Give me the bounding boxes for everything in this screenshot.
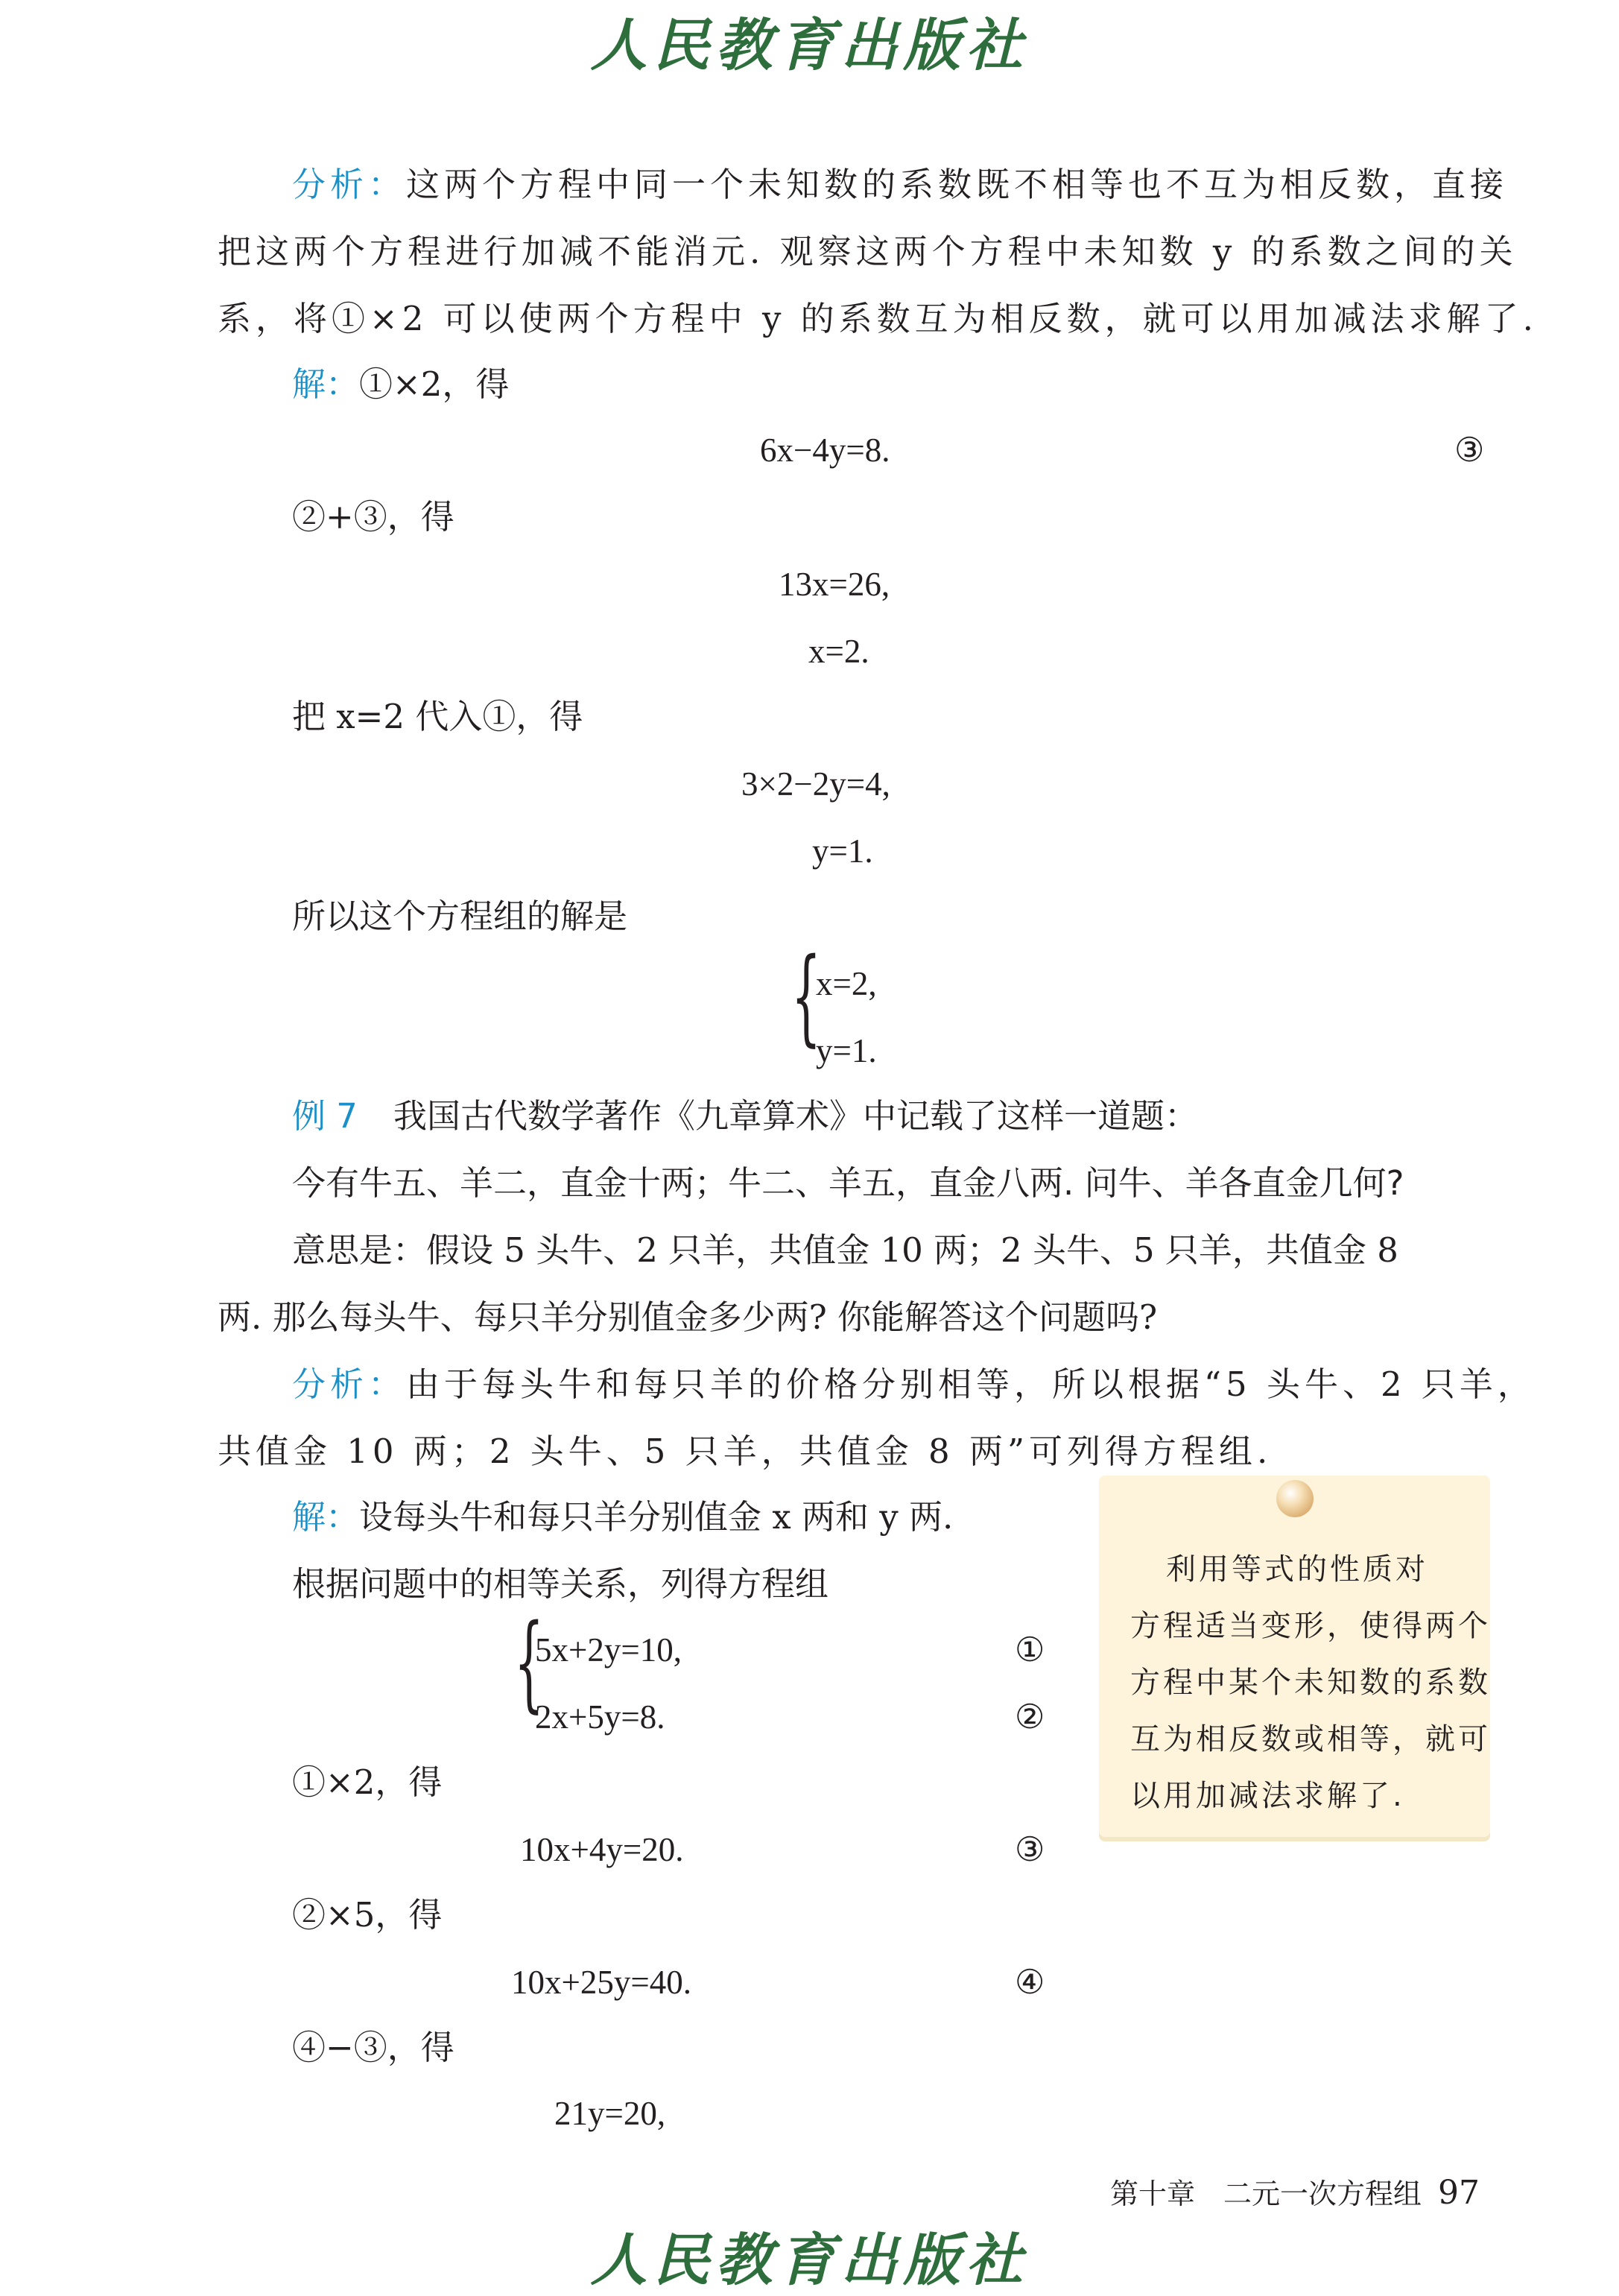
step-2-line-3: ④−③，得 <box>292 2028 454 2067</box>
system-equation-1: 5x+2y=10, <box>535 1631 682 1669</box>
solution-2-line-2: 根据问题中的相等关系，列得方程组 <box>292 1564 829 1604</box>
equation-6-number: ③ <box>1015 1829 1045 1869</box>
side-note-line-4: 互为相反数或相等，就可 <box>1130 1722 1491 1756</box>
system-equation-2: 2x+5y=8. <box>535 1698 665 1736</box>
analysis-line-3: 系，将①×2 可以使两个方程中 y 的系数互为相反数，就可以用加减法求解了. <box>218 299 1538 338</box>
analysis-2-text: 由于每头牛和每只羊的价格分别相等，所以根据“5 头牛、2 只羊， <box>406 1364 1536 1404</box>
solution-2-line-1 <box>292 1495 953 1540</box>
solution-2-label: 解： <box>292 1497 360 1537</box>
pushpin-icon <box>1276 1480 1314 1517</box>
equation-2: 13x=26, <box>779 566 890 603</box>
step-2-line-1: ①×2，得 <box>292 1762 443 1802</box>
analysis-2-line-1 <box>292 1362 1536 1407</box>
equation-1: 6x−4y=8. <box>760 431 890 469</box>
step-line-2: ②+③，得 <box>292 497 454 537</box>
analysis-text: 这两个方程中同一个未知数的系数既不相等也不互为相反数，直接 <box>406 165 1509 204</box>
equation-1-number: ③ <box>1454 430 1485 469</box>
page-footer <box>1110 2175 1480 2213</box>
header-logo: 人民教育出版社 <box>590 12 1029 78</box>
chapter-title: 第十章 二元一次方程组 <box>1110 2178 1422 2210</box>
example-7-meaning-2: 两. 那么每头牛、每只羊分别值金多少两? 你能解答这个问题吗? <box>218 1297 1158 1337</box>
solution-x: x=2, <box>816 965 877 1002</box>
analysis-2-label: 分析： <box>292 1364 407 1404</box>
side-note-line-5: 以用加减法求解了. <box>1130 1779 1405 1813</box>
solution-label: 解： <box>292 364 360 404</box>
system-equation-2-number: ② <box>1015 1697 1045 1736</box>
example-7-label: 例 7 <box>292 1096 358 1136</box>
step-line-4: 所以这个方程组的解是 <box>292 896 628 936</box>
equation-7: 10x+25y=40. <box>511 1964 692 2001</box>
solution-text: ①×2，得 <box>359 364 510 404</box>
example-7-line <box>292 1094 1198 1139</box>
analysis-line-1 <box>292 162 1508 207</box>
equation-8: 21y=20, <box>554 2095 666 2132</box>
side-note <box>1099 1476 1490 1837</box>
solution-2-text: 设每头牛和每只羊分别值金 x 两和 y 两. <box>359 1497 954 1537</box>
solution-y: y=1. <box>816 1032 877 1069</box>
equation-7-number: ④ <box>1015 1962 1045 2002</box>
side-note-line-3: 方程中某个未知数的系数 <box>1130 1666 1491 1700</box>
step-2-line-2: ②×5，得 <box>292 1895 443 1935</box>
side-note-line-1: 利用等式的性质对 <box>1166 1552 1428 1587</box>
equation-4: 3×2−2y=4, <box>741 765 890 803</box>
system-brace: { <box>514 1602 545 1724</box>
example-7-meaning-1: 意思是：假设 5 头牛、2 只羊，共值金 10 两；2 头牛、5 只羊，共值金 8 <box>292 1230 1398 1270</box>
solution-line-1 <box>292 362 509 407</box>
equation-3: x=2. <box>808 633 869 670</box>
example-7-text: 我国古代数学著作《九章算术》中记载了这样一道题： <box>393 1096 1198 1136</box>
analysis-line-2: 把这两个方程进行加减不能消元. 观察这两个方程中未知数 y 的系数之间的关 <box>218 232 1518 271</box>
equation-6: 10x+4y=20. <box>520 1831 684 1868</box>
system-equation-1-number: ① <box>1015 1630 1045 1669</box>
analysis-label: 分析： <box>292 165 407 204</box>
step-line-3: 把 x=2 代入①，得 <box>292 697 583 736</box>
solution-brace: { <box>791 936 822 1057</box>
equation-5: y=1. <box>812 832 873 870</box>
side-note-line-2: 方程适当变形，使得两个 <box>1130 1609 1491 1643</box>
example-7-question: 今有牛五、羊二，直金十两；牛二、羊五，直金八两. 问牛、羊各直金几何? <box>292 1163 1404 1203</box>
footer-logo: 人民教育出版社 <box>590 2227 1029 2293</box>
analysis-2-line-2: 共值金 10 两；2 头牛、5 只羊，共值金 8 两”可列得方程组. <box>218 1432 1273 1471</box>
page-number: 97 <box>1438 2174 1480 2212</box>
